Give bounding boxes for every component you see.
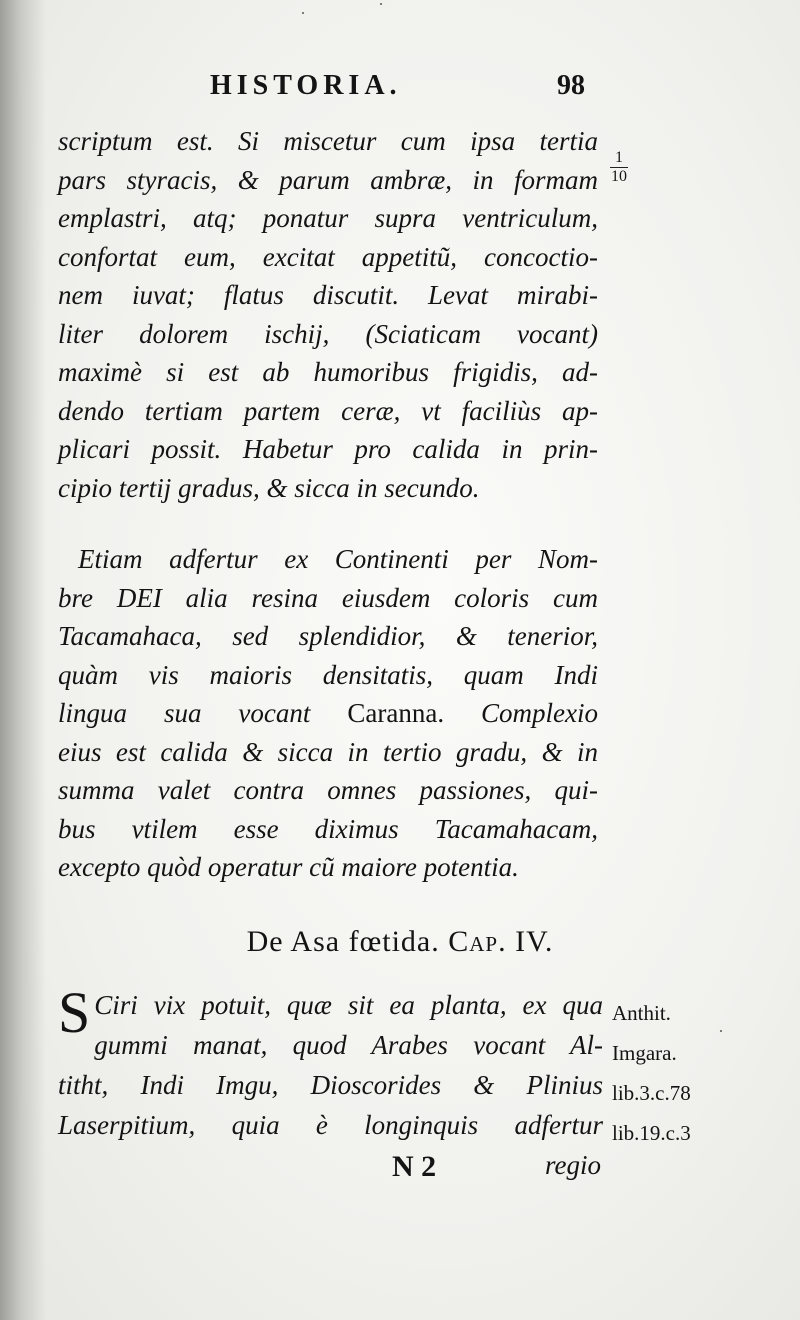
paragraph-continuation <box>58 122 598 507</box>
ink-speck <box>380 3 382 5</box>
text-line: Etiam adfertur ex Continenti per Nom- <box>78 544 598 574</box>
text-line: emplastri, atq; ponatur supra ventriculum, <box>58 203 598 233</box>
text-line: Laserpitium, quia è longinquis adfertur <box>58 1110 603 1140</box>
margin-citation: Imgara. <box>612 1041 677 1065</box>
fraction-numerator: 1 <box>615 149 623 166</box>
page-number: 98 <box>557 70 585 101</box>
running-head-title: HISTORIA. <box>210 70 402 101</box>
text-line: maximè si est ab humoribus frigidis, ad- <box>58 357 598 387</box>
text-line: liter dolorem ischij, (Sciaticam vocant) <box>58 318 598 349</box>
fraction-denominator: 10 <box>611 168 627 185</box>
text-line: titht, Indi Imgu, Dioscorides & Plinius <box>58 1070 603 1100</box>
margin-fraction-note <box>608 150 630 185</box>
text-line: confortat eum, excitat appetitũ, concoctio- <box>58 241 598 272</box>
signature-mark: N 2 <box>392 1150 437 1183</box>
ink-speck <box>302 12 304 14</box>
drop-cap: S <box>58 980 91 1045</box>
chapter-title: De Asa fœtida. <box>246 925 440 958</box>
text-fragment: lingua sua vocant <box>58 698 311 728</box>
chapter-opening-paragraph <box>58 980 603 1145</box>
margin-citations <box>612 993 691 1153</box>
text-line: summa valet contra omnes passiones, qui- <box>58 775 598 805</box>
text-line: nem iuvat; flatus discutit. Levat mirabi- <box>58 280 598 310</box>
text-line: scriptum est. Si miscetur cum ipsa tertia <box>58 126 598 156</box>
margin-citation: lib.19.c.3 <box>612 1121 691 1145</box>
text-line-mixed <box>58 694 598 733</box>
text-line: Tacamahaca, sed splendidior, & tenerior, <box>58 621 598 651</box>
text-fragment: Complexio <box>481 698 599 728</box>
text-line: excepto quòd operatur cũ maiore potentia. <box>58 852 519 882</box>
catchword: regio <box>545 1150 601 1180</box>
text-line: cipio tertij gradus, & sicca in secundo. <box>58 472 480 503</box>
paragraph-caranna <box>58 540 598 887</box>
text-line: bre DEI alia resina eiusdem coloris cum <box>58 582 598 613</box>
margin-citation: lib.3.c.78 <box>612 1081 691 1105</box>
scan-shadow-edge <box>0 0 46 1320</box>
text-line: quàm vis maioris densitatis, quam Indi <box>58 659 598 690</box>
text-line: dendo tertiam partem ceræ, vt faciliùs ap- <box>58 395 598 426</box>
ink-speck <box>720 1030 722 1032</box>
text-line: eius est calida & sicca in tertio gradu, & in <box>58 736 598 767</box>
roman-term: Caranna. <box>347 698 445 728</box>
text-line: Ciri vix potuit, quæ sit ea planta, ex qua <box>94 990 603 1020</box>
text-line: bus vtilem esse diximus Tacamahacam, <box>58 813 598 844</box>
margin-citation: Anthit. <box>612 1001 671 1025</box>
chapter-heading <box>0 925 800 959</box>
text-line: pars styracis, & parum ambræ, in formam <box>58 164 598 195</box>
text-line: gummi manat, quod Arabes vocant Al- <box>94 1030 603 1060</box>
text-line: plicari possit. Habetur pro calida in prin- <box>58 434 598 464</box>
chapter-label: Cap. IV. <box>448 925 554 958</box>
